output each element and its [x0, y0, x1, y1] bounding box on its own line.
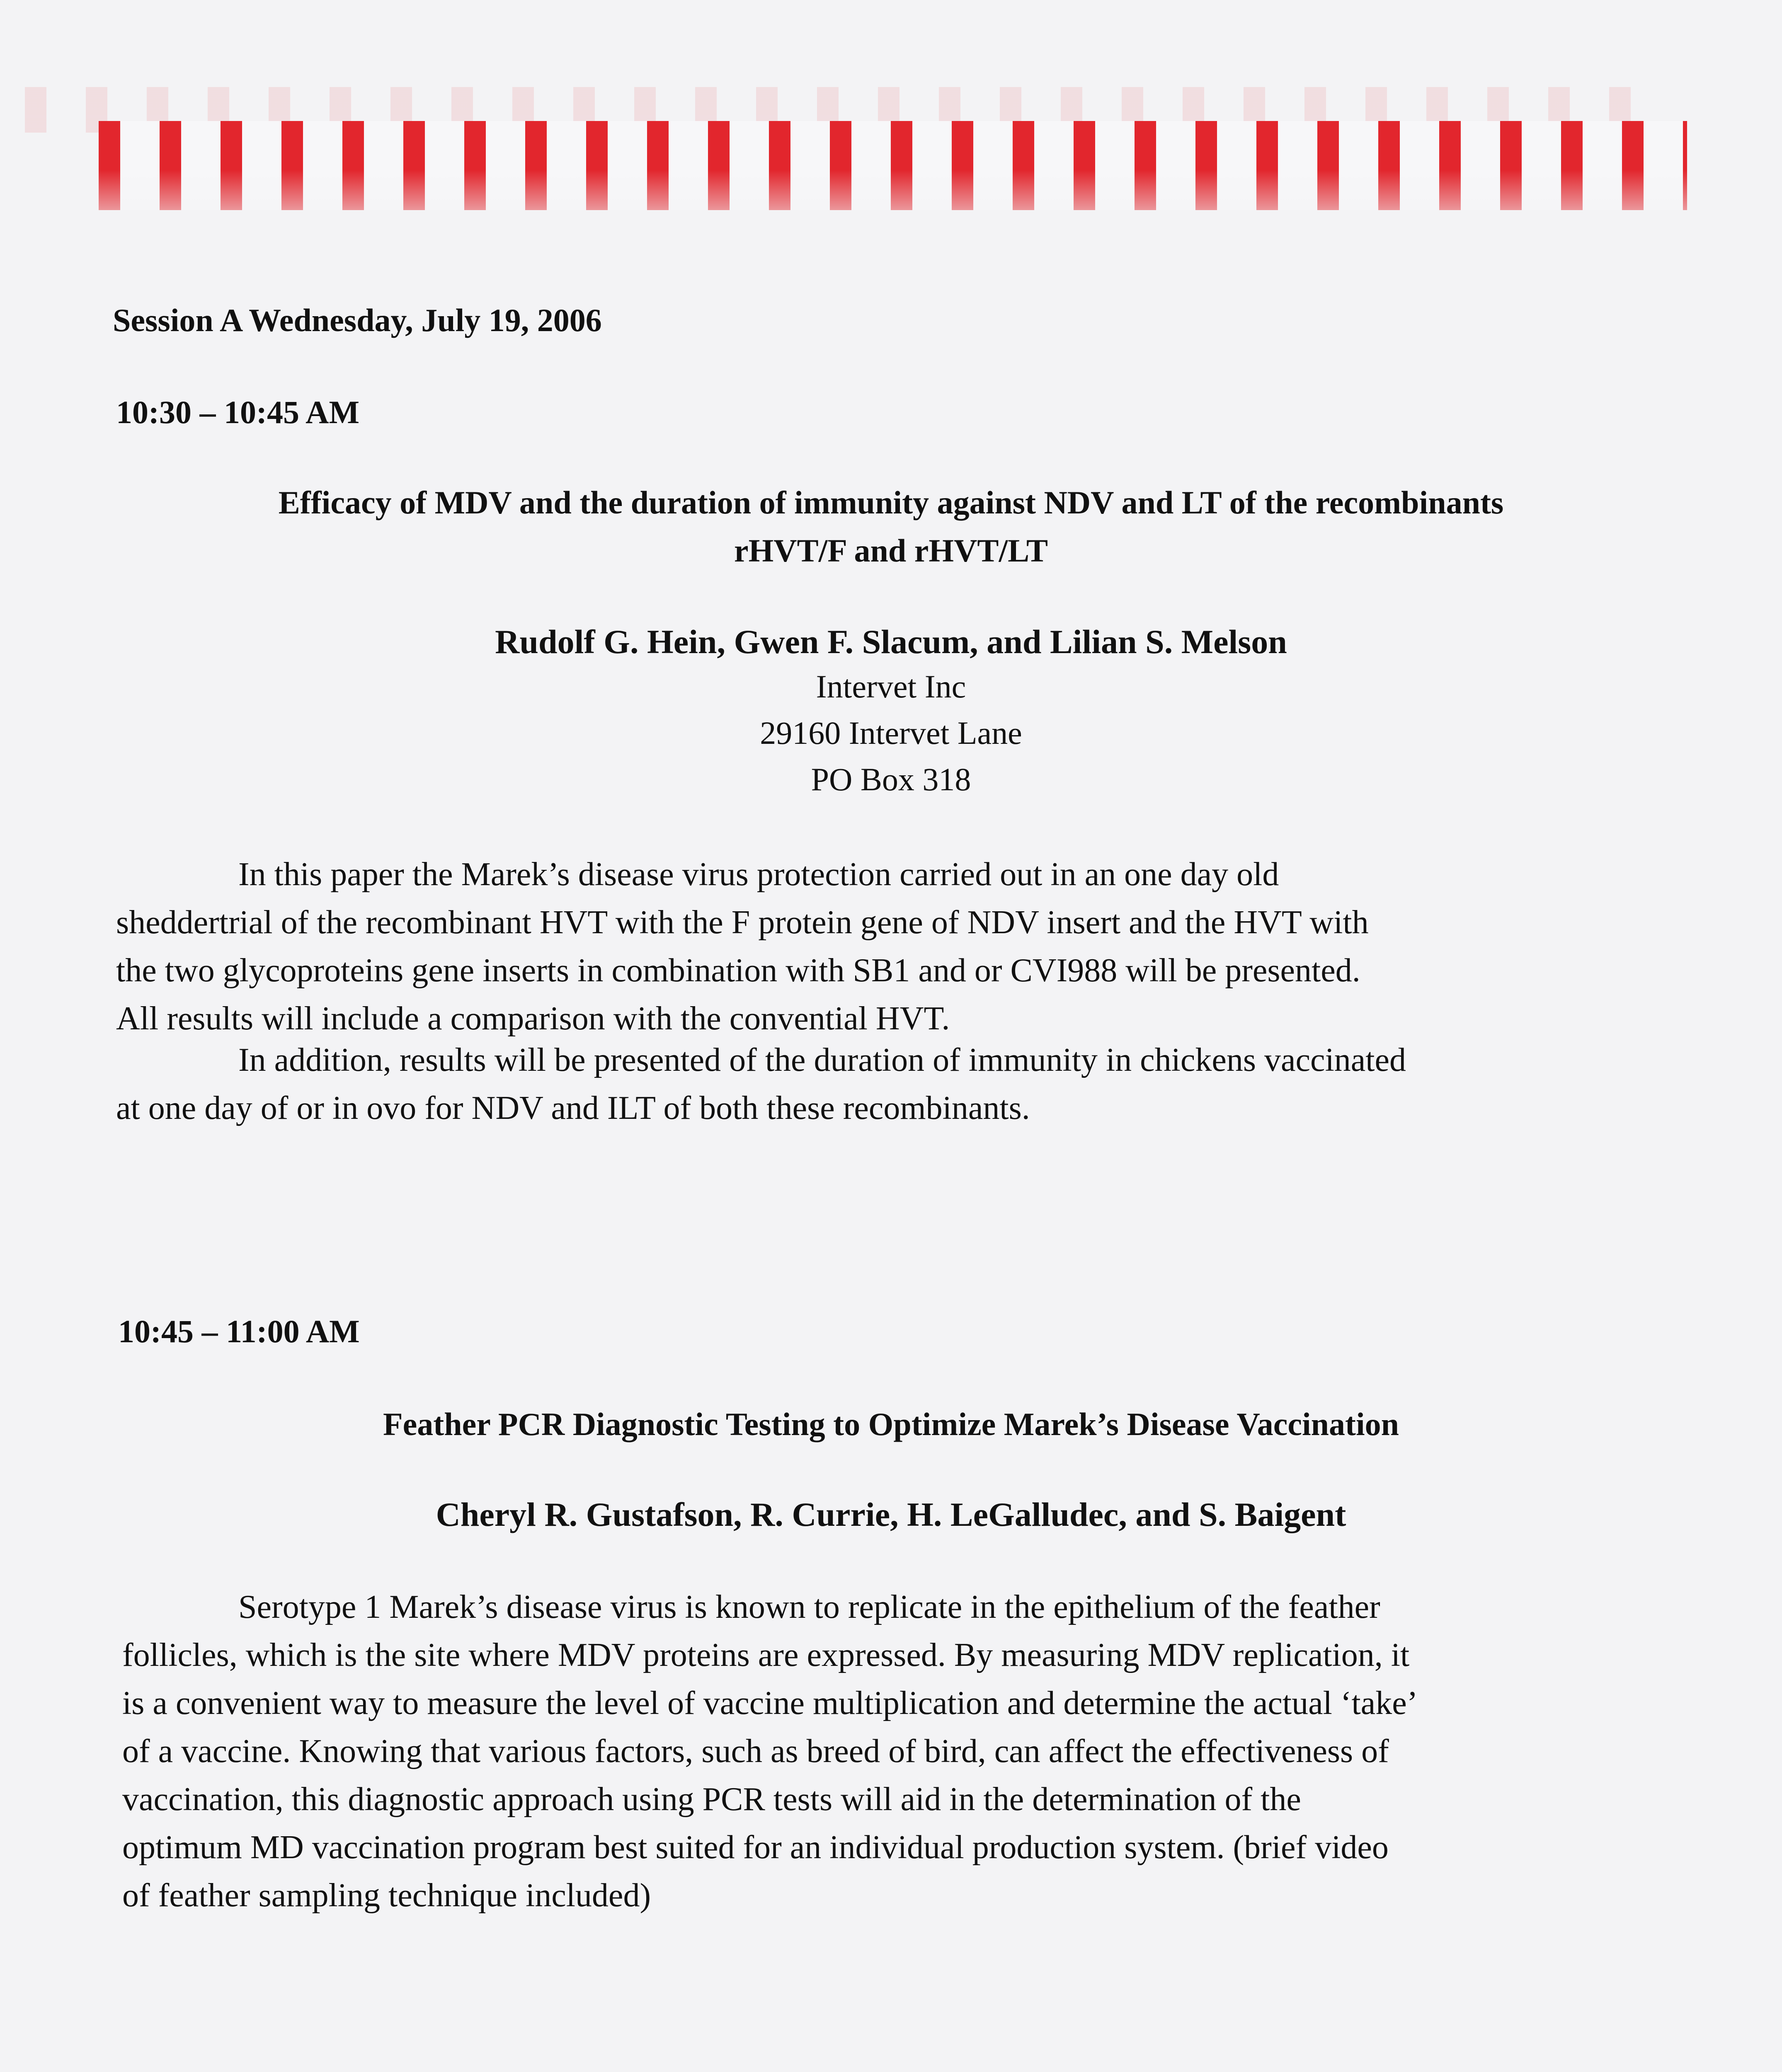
talk1-abstract-line: at one day of or in ovo for NDV and ILT of both these recombinants. — [116, 1090, 1030, 1126]
talk1-time: 10:30 – 10:45 AM — [116, 394, 360, 430]
talk2-abstract-line: Serotype 1 Marek’s disease virus is known to replicate in the epithelium of the feather — [238, 1589, 1380, 1625]
talk2-abstract-line: of feather sampling technique included) — [122, 1877, 651, 1914]
talk1-affiliation-pobox: PO Box 318 — [811, 761, 971, 797]
talk1-authors: Rudolf G. Hein, Gwen F. Slacum, and Lilian S. Melson — [495, 623, 1287, 661]
talk2-abstract-line: vaccination, this diagnostic approach using PCR tests will aid in the determination of the — [122, 1781, 1301, 1818]
talk1-title-line2: rHVT/F and rHVT/LT — [734, 533, 1048, 569]
talk1-abstract-line: the two glycoproteins gene inserts in combination with SB1 and or CVI988 will be presented. — [116, 952, 1360, 989]
talk1-affiliation-name: Intervet Inc — [816, 668, 966, 704]
talk2-abstract-line: optimum MD vaccination program best suited for an individual production system. (brief video — [122, 1829, 1389, 1866]
talk1-abstract-line: In addition, results will be presented of the duration of immunity in chickens vaccinated — [238, 1042, 1406, 1078]
talk1-abstract-line: sheddertrial of the recombinant HVT with the F protein gene of NDV insert and the HVT with — [116, 904, 1369, 941]
talk2-abstract-line: of a vaccine. Knowing that various factors, such as breed of bird, can affect the effectiveness of — [122, 1733, 1389, 1769]
talk2-time: 10:45 – 11:00 AM — [118, 1313, 360, 1349]
session-header: Session A Wednesday, July 19, 2006 — [113, 302, 602, 338]
talk1-abstract-line: All results will include a comparison with the convential HVT. — [116, 1000, 950, 1037]
talk1-affiliation-street: 29160 Intervet Lane — [760, 715, 1022, 751]
talk2-abstract-line: is a convenient way to measure the level of vaccine multiplication and determine the actual ‘take’ — [122, 1685, 1418, 1721]
talk2-abstract-line: follicles, which is the site where MDV proteins are expressed. By measuring MDV replication, it — [122, 1637, 1410, 1673]
banner-fade — [99, 121, 1687, 210]
talk2-title: Feather PCR Diagnostic Testing to Optimize Marek’s Disease Vaccination — [383, 1406, 1399, 1442]
talk1-abstract-line: In this paper the Marek’s disease virus protection carried out in an one day old — [238, 856, 1279, 893]
talk2-authors: Cheryl R. Gustafson, R. Currie, H. LeGalludec, and S. Baigent — [436, 1496, 1346, 1533]
talk1-title-line1: Efficacy of MDV and the duration of immunity against NDV and LT of the recombinants — [278, 484, 1504, 520]
